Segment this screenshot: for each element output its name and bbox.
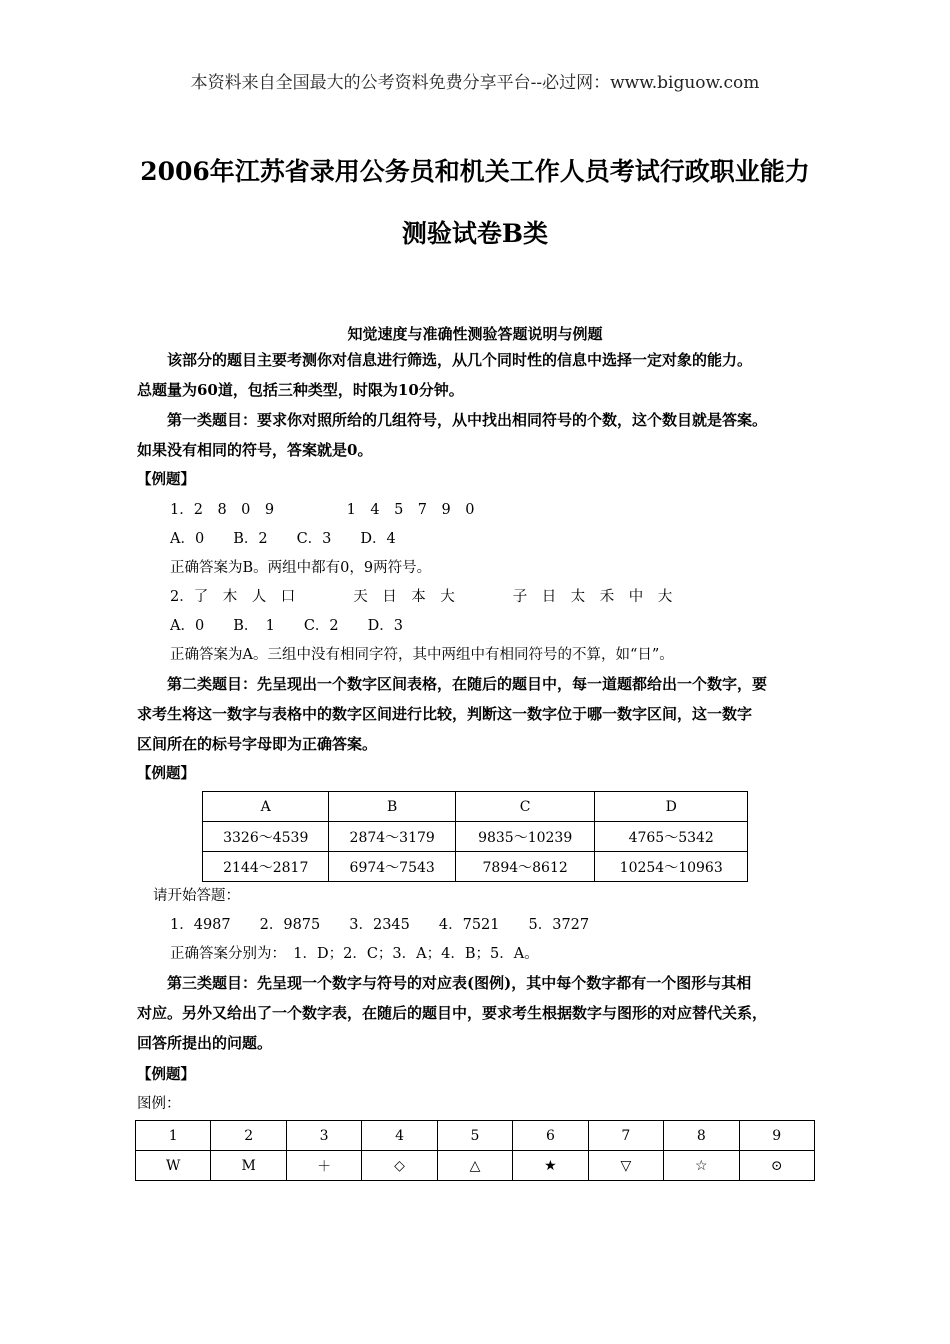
page-title-line2: 测验试卷B类 xyxy=(401,219,549,248)
section-title: 知觉速度与准确性测验答题说明与例题 xyxy=(347,325,603,343)
example2-answer: 正确答案为A。三组中没有相同字符，其中两组中有相同符号的不算，如“日”。 xyxy=(170,647,674,663)
example1-options: A．0 B．2 C．3 D．4 xyxy=(170,531,396,547)
legend-number: 2 xyxy=(211,1121,286,1151)
table-cell: 2874～3179 xyxy=(329,822,455,852)
example2-options: A．0 B． 1 C．2 D．3 xyxy=(170,618,403,634)
type1-line: 如果没有相同的符号，答案就是0。 xyxy=(137,441,373,459)
type1-line: 第一类题目：要求你对照所给的几组符号，从中找出相同符号的个数，这个数目就是答案。 xyxy=(167,411,768,429)
table-header-cell: B xyxy=(329,792,455,822)
type3-paragraph xyxy=(137,968,817,1058)
table-header-cell: C xyxy=(455,792,595,822)
legend-symbol: ⊙ xyxy=(739,1151,815,1181)
legend-symbol: W xyxy=(136,1151,211,1181)
legend-number: 8 xyxy=(664,1121,739,1151)
table-header-cell: A xyxy=(203,792,329,822)
table-header-row xyxy=(203,792,748,822)
legend-number: 3 xyxy=(286,1121,361,1151)
example-label: 【例题】 xyxy=(137,765,195,782)
legend-symbol: △ xyxy=(437,1151,512,1181)
type2-line: 求考生将这一数字与表格中的数字区间进行比较，判断这一数字位于哪一数字区间，这一数字 xyxy=(137,705,753,723)
table-cell: 9835～10239 xyxy=(455,822,595,852)
type2-line: 区间所在的标号字母即为正确答案。 xyxy=(137,735,378,753)
intro-line: 该部分的题目主要考测你对信息进行筛选，从几个同时性的信息中选择一定对象的能力。 xyxy=(167,351,753,369)
legend-label: 图例： xyxy=(137,1096,181,1112)
type3-line: 对应。另外又给出了一个数字表，在随后的题目中，要求考生根据数字与图形的对应替代关系， xyxy=(137,1004,768,1022)
table-row xyxy=(203,852,748,882)
legend-symbol: ＋ xyxy=(286,1151,361,1181)
legend-number: 5 xyxy=(437,1121,512,1151)
legend-number: 1 xyxy=(136,1121,211,1151)
legend-number: 6 xyxy=(513,1121,588,1151)
intro-paragraph xyxy=(137,345,817,405)
legend-symbol: ◇ xyxy=(362,1151,437,1181)
legend-symbol: ▽ xyxy=(588,1151,663,1181)
legend-table xyxy=(135,1120,815,1181)
table-cell: 6974～7543 xyxy=(329,852,455,882)
table-cell: 7894～8612 xyxy=(455,852,595,882)
source-header: 本资料来自全国最大的公考资料免费分享平台--必过网：www.biguow.com xyxy=(190,73,760,93)
type3-line: 第三类题目：先呈现一个数字与符号的对应表(图例)，其中每个数字都有一个图形与其相 xyxy=(167,974,752,992)
start-prompt: 请开始答题： xyxy=(153,888,240,904)
legend-symbol: M xyxy=(211,1151,286,1181)
type2-paragraph xyxy=(137,669,817,759)
example3-answer: 正确答案分别为： 1．D；2．C；3．A；4．B；5．A。 xyxy=(170,946,539,962)
example2-question: 2．了 木 人 口 天 日 本 大 子 日 太 禾 中 大 xyxy=(170,589,673,605)
example3-questions: 1．4987 2．9875 3．2345 4．7521 5．3727 xyxy=(170,917,590,933)
example-label: 【例题】 xyxy=(137,1066,195,1083)
legend-number-row xyxy=(136,1121,815,1151)
example1-answer: 正确答案为B。两组中都有0，9两符号。 xyxy=(170,560,432,576)
legend-symbol-row xyxy=(136,1151,815,1181)
legend-symbol: ★ xyxy=(513,1151,588,1181)
example1-question: 1．2 8 0 9 1 4 5 7 9 0 xyxy=(170,502,475,518)
type1-paragraph xyxy=(137,405,817,465)
type2-line: 第二类题目：先呈现出一个数字区间表格，在随后的题目中，每一道题都给出一个数字，要 xyxy=(167,675,768,693)
table-cell: 2144～2817 xyxy=(203,852,329,882)
table-cell: 4765～5342 xyxy=(595,822,748,852)
range-table xyxy=(202,791,748,882)
page-title-line1: 2006年江苏省录用公务员和机关工作人员考试行政职业能力 xyxy=(140,157,810,186)
legend-number: 7 xyxy=(588,1121,663,1151)
type3-line: 回答所提出的问题。 xyxy=(137,1034,273,1052)
table-cell: 10254～10963 xyxy=(595,852,748,882)
legend-number: 4 xyxy=(362,1121,437,1151)
table-header-cell: D xyxy=(595,792,748,822)
table-cell: 3326～4539 xyxy=(203,822,329,852)
legend-number: 9 xyxy=(739,1121,815,1151)
legend-symbol: ☆ xyxy=(664,1151,739,1181)
table-row xyxy=(203,822,748,852)
example-label: 【例题】 xyxy=(137,471,195,488)
intro-line: 总题量为60道，包括三种类型，时限为10分钟。 xyxy=(137,381,464,399)
